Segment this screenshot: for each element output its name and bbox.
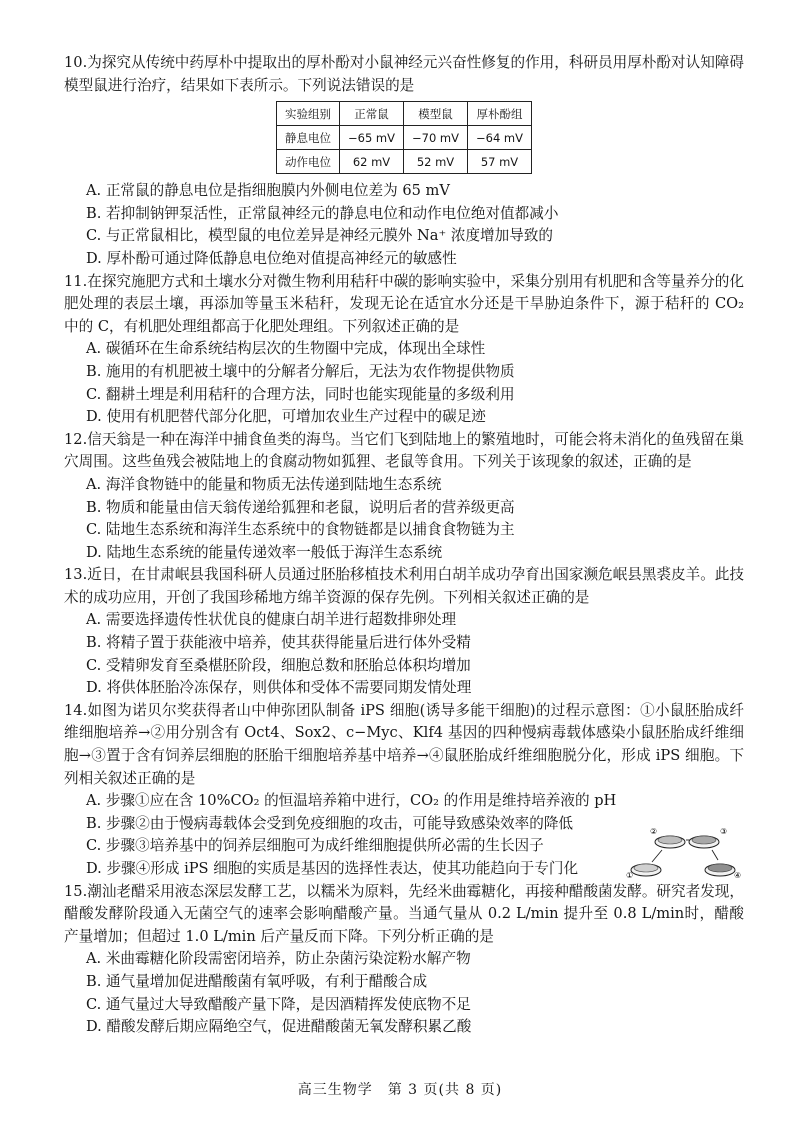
- option-c: C. 受精卵发育至桑椹胚阶段，细胞总数和胚胎总体积均增加: [86, 656, 471, 674]
- option-a: A. 米曲霉糖化阶段需密闭培养，防止杂菌污染淀粉水解产物: [86, 950, 471, 968]
- table-cell: 62 mV: [340, 150, 404, 174]
- table-cell: 57 mV: [468, 150, 532, 174]
- option-b: B. 施用的有机肥被土壤中的分解者分解后，无法为农作物提供物质: [86, 362, 515, 380]
- exam-page: [64, 52, 744, 1039]
- option-b: B. 步骤②由于慢病毒载体会受到免疫细胞的攻击，可能导致感染效率的降低: [86, 814, 574, 832]
- option-d: D. 醋酸发酵后期应隔绝空气，促进醋酸菌无氧发酵积累乙酸: [86, 1018, 472, 1036]
- table-cell: 52 mV: [404, 150, 468, 174]
- petri-dish-4: [705, 864, 735, 876]
- option-a: A. 需要选择遗传性状优良的健康白胡羊进行超数排卵处理: [86, 611, 457, 629]
- table-cell: −64 mV: [468, 126, 532, 150]
- option-b: B. 物质和能量由信天翁传递给狐狸和老鼠，说明后者的营养级更高: [86, 498, 515, 516]
- table-header-cell: 正常鼠: [340, 102, 404, 126]
- figure-label: ①: [626, 870, 634, 880]
- question-number: 10.: [64, 54, 88, 71]
- option-c: C. 步骤③培养基中的饲养层细胞可为成纤维细胞提供所必需的生长因子: [86, 837, 544, 855]
- figure-label: ④: [734, 870, 742, 880]
- option-d: D. 陆地生态系统的能量传递效率一般低于海洋生态系统: [86, 543, 443, 561]
- table-cell: −70 mV: [404, 126, 468, 150]
- question-number: 12.: [64, 430, 88, 448]
- option-b: B. 若抑制钠钾泵活性，正常鼠神经元的静息电位和动作电位绝对值都减小: [86, 204, 559, 222]
- option-b: B. 通气量增加促进醋酸菌有氧呼吸，有利于醋酸合成: [86, 972, 428, 990]
- question-12: [64, 429, 744, 565]
- question-11: [64, 271, 744, 429]
- data-table: [276, 101, 532, 174]
- petri-dish-1: [631, 864, 661, 876]
- option-c: C. 陆地生态系统和海洋生态系统中的食物链都是以捕食食物链为主: [86, 521, 515, 539]
- question-10: [64, 52, 744, 271]
- option-d: D. 步骤④形成 iPS 细胞的实质是基因的选择性表达，使其功能趋向于专门化: [86, 860, 579, 877]
- option-c: C. 通气量过大导致醋酸产量下降，是因酒精挥发使底物不足: [86, 995, 471, 1013]
- table-header-cell: 模型鼠: [404, 102, 468, 126]
- question-13: [64, 564, 744, 700]
- question-15: [64, 881, 744, 1039]
- table-cell: 静息电位: [277, 126, 340, 150]
- table-row: [277, 126, 532, 150]
- question-stem: 如图为诺贝尔奖获得者山中伸弥团队制备 iPS 细胞(诱导多能干细胞)的过程示意图：①小鼠胚胎成纤维细胞培养→②用分别含有 Oct4、Sox2、c−Myc、Klf4 基因的四种慢病毒载体感染小鼠胚胎成纤维细胞→③置于含有饲养层细胞的胚胎干细胞培养基中培养→④鼠胚胎成纤维细胞脱分化，形成 iPS 细胞。下列相关叙述正确的是: [64, 701, 744, 787]
- question-number: 15.: [64, 882, 88, 900]
- table-header-row: [277, 102, 532, 126]
- question-stem: 潮汕老醋采用液态深层发酵工艺，以糯米为原料，先经米曲霉糖化，再接种醋酸菌发酵。研究者发现，醋酸发酵阶段通入无菌空气的速率会影响醋酸产量。当通气量从 0.2 L/min 提升至 0.8 L/min时，醋酸产量增加；但超过 1.0 L/min 后产量反而下降。下列分析正确的是: [64, 882, 744, 945]
- option-a: A. 步骤①应在含 10%CO₂ 的恒温培养箱中进行，CO₂ 的作用是维持培养液的 pH: [86, 792, 617, 810]
- petri-dish-3: [689, 836, 719, 848]
- option-c: C. 与正常鼠相比，模型鼠的电位差异是神经元膜外 Na⁺ 浓度增加导致的: [86, 227, 554, 245]
- petri-dish-diagram: [624, 826, 744, 888]
- option-d: D. 使用有机肥替代部分化肥，可增加农业生产过程中的碳足迹: [86, 408, 486, 426]
- question-number: 14.: [64, 701, 88, 719]
- option-b: B. 将精子置于获能液中培养，使其获得能量后进行体外受精: [86, 634, 471, 652]
- option-a: A. 海洋食物链中的能量和物质无法传递到陆地生态系统: [86, 475, 442, 493]
- option-d: D. 厚朴酚可通过降低静息电位绝对值提高神经元的敏感性: [86, 249, 457, 267]
- option-a: A. 碳循环在生命系统结构层次的生物圈中完成，体现出全球性: [86, 340, 486, 358]
- table-header-cell: 厚朴酚组: [468, 102, 532, 126]
- question-number: 13.: [64, 566, 88, 584]
- petri-dish-2: [655, 836, 685, 848]
- page-footer: 高三生物学 第 3 页(共 8 页): [297, 1082, 503, 1098]
- table-cell: 动作电位: [277, 150, 340, 174]
- option-a: A. 正常鼠的静息电位是指细胞膜内外侧电位差为 65 mV: [86, 182, 450, 200]
- question-stem: 在探究施肥方式和土壤水分对微生物利用秸秆中碳的影响实验中，采集分别用有机肥和含等量养分的化肥处理的表层土壤，再添加等量玉米秸秆，发现无论在适宜水分还是干旱胁迫条件下，源于秸秆的 CO₂ 中的 C，有机肥处理组都高于化肥处理组。下列叙述正确的是: [64, 272, 744, 335]
- figure-label: ③: [720, 826, 728, 836]
- table-header-cell: 实验组别: [277, 102, 340, 126]
- option-c: C. 翻耕土埋是利用秸秆的合理方法，同时也能实现能量的多级利用: [86, 385, 515, 403]
- option-d: D. 将供体胚胎冷冻保存，则供体和受体不需要同期发情处理: [86, 679, 472, 697]
- figure-label: ②: [650, 826, 658, 836]
- table-cell: −65 mV: [340, 126, 404, 150]
- question-stem: 近日，在甘肃岷县我国科研人员通过胚胎移植技术利用白胡羊成功孕育出国家濒危岷县黑裘皮羊。此技术的成功应用，开创了我国珍稀地方绵羊资源的保存先例。下列相关叙述正确的是: [64, 566, 744, 606]
- question-stem: 为探究从传统中药厚朴中提取出的厚朴酚对小鼠神经元兴奋性修复的作用，科研员用厚朴酚对认知障碍模型鼠进行治疗，结果如下表所示。下列说法错误的是: [64, 54, 744, 94]
- question-stem: 信天翁是一种在海洋中捕食鱼类的海鸟。当它们飞到陆地上的繁殖地时，可能会将未消化的鱼残留在巢穴周围。这些鱼残会被陆地上的食腐动物如狐狸、老鼠等食用。下列关于该现象的叙述，正确的是: [64, 430, 744, 471]
- question-number: 11.: [64, 272, 88, 290]
- question-14: [64, 700, 744, 881]
- table-row: [277, 150, 532, 174]
